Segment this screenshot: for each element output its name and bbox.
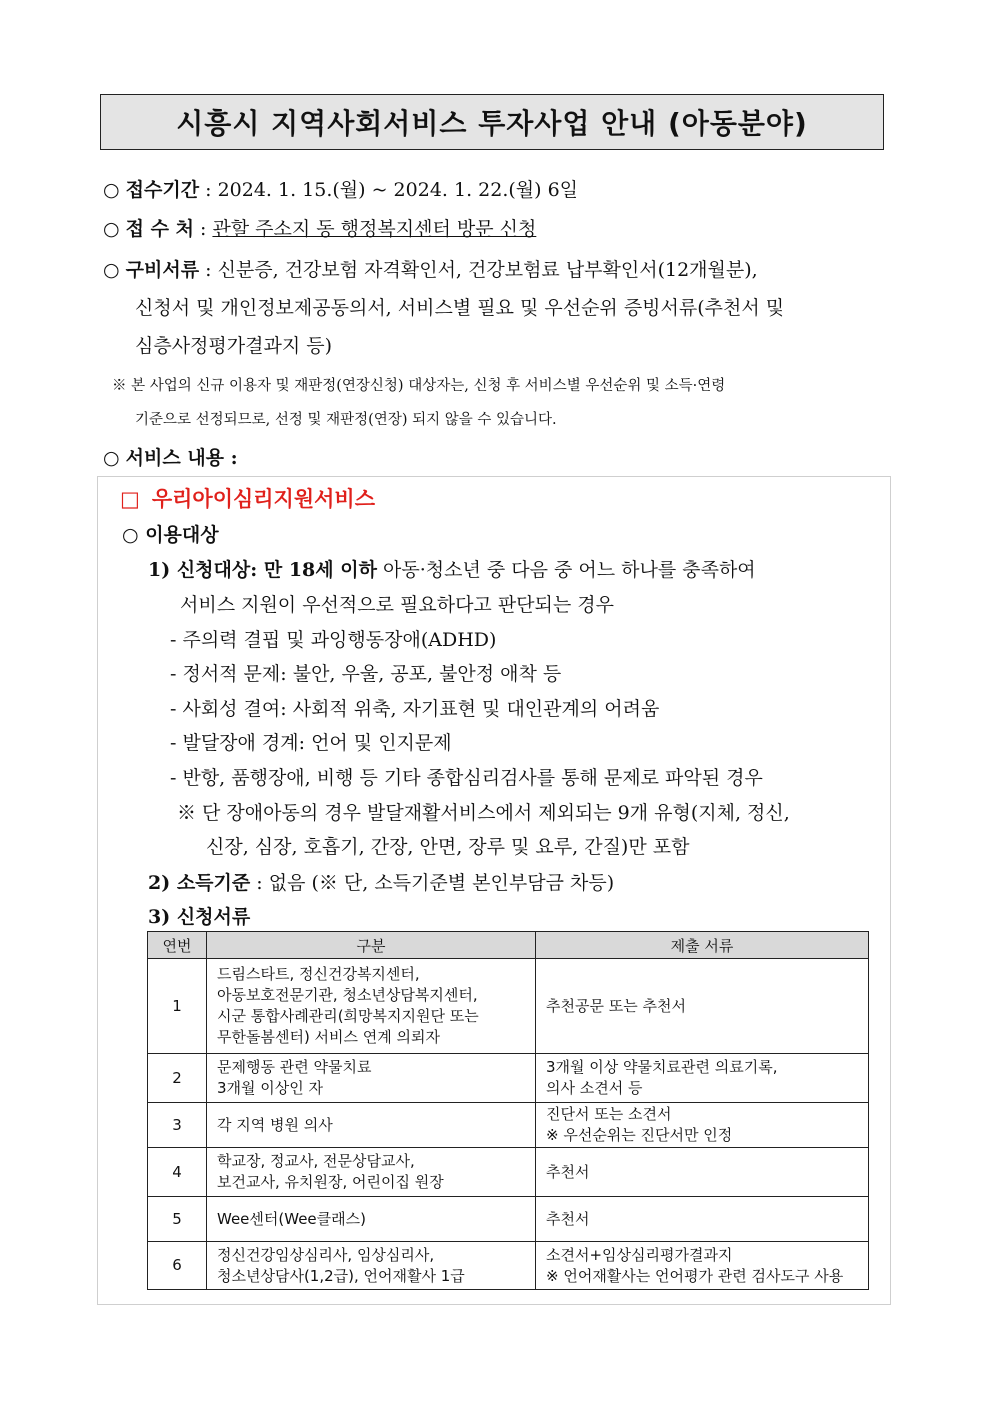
service-title: [120, 483, 375, 513]
table-row: [148, 1242, 869, 1290]
info-label: 접수기간: [125, 179, 200, 201]
separator: :: [205, 179, 212, 201]
cell-line: 드림스타트, 정신건강복지센터,: [217, 965, 420, 983]
row-docs: [536, 959, 869, 1054]
row-category: [207, 1197, 536, 1242]
info-label: 접 수 처: [125, 218, 194, 240]
notice-line: 기준으로 선정되므로, 선정 및 재판정(연장) 되지 않을 수 있습니다.: [135, 412, 557, 428]
income-criteria: [148, 868, 614, 895]
criteria-prefix: 1) 신청대상: 만 18세 이하: [148, 559, 377, 581]
table-row: [148, 1054, 869, 1103]
table-row: [148, 1103, 869, 1148]
table-row: [148, 1148, 869, 1197]
row-docs: [536, 1197, 869, 1242]
condition-item: - 주의력 결핍 및 과잉행동장애(ADHD): [170, 629, 497, 651]
condition-item: - 발달장애 경계: 언어 및 인지문제: [170, 732, 452, 754]
table-row: [148, 1197, 869, 1242]
separator: :: [199, 218, 207, 240]
cell-line: 3개월 이상인 자: [217, 1079, 324, 1097]
info-reception-place: [103, 214, 536, 241]
docs-continued-line: 신청서 및 개인정보제공동의서, 서비스별 필요 및 우선순위 증빙서류(추천서 및: [135, 297, 785, 319]
row-docs: [536, 1054, 869, 1103]
cell-line: 청소년상담사(1,2급), 언어재활사 1급: [217, 1266, 465, 1285]
row-docs: [536, 1242, 869, 1290]
notice-line: ※ 본 사업의 신규 이용자 및 재판정(연장신청) 대상자는, 신청 후 서비스별 우선순위 및 소득·연령: [112, 378, 726, 394]
row-category: [207, 1103, 536, 1148]
row-no: 1: [148, 959, 207, 1054]
cell-line: 3개월 이상 약물치료관련 의료기록,: [546, 1058, 778, 1076]
cell-line: 문제행동 관련 약물치료: [217, 1058, 372, 1076]
application-docs-heading: 3) 신청서류: [148, 906, 251, 928]
header-category: 구분: [207, 932, 536, 959]
info-reception-period: [103, 175, 578, 202]
service-heading-label: 서비스 내용 :: [125, 447, 238, 469]
service-content-heading: [103, 443, 238, 470]
target-criteria-cont: 서비스 지원이 우선적으로 필요하다고 판단되는 경우: [180, 594, 614, 616]
income-label: 2) 소득기준: [148, 872, 251, 894]
cell-line: 추천서: [546, 1162, 590, 1181]
criteria-text: 아동·청소년 중 다음 중 어느 하나를 충족하여: [376, 559, 756, 581]
cell-line: ※ 언어재활사는 언어평가 관련 검사도구 사용: [546, 1266, 844, 1285]
table-header-row: [148, 932, 869, 959]
row-category: [207, 959, 536, 1054]
circle-bullet: ○: [103, 259, 120, 281]
row-category: [207, 1054, 536, 1103]
cell-line: Wee센터(Wee클래스): [217, 1209, 366, 1228]
condition-item: - 정서적 문제: 불안, 우울, 공포, 불안정 애착 등: [170, 663, 562, 685]
row-no: 4: [148, 1148, 207, 1197]
condition-item: - 사회성 결여: 사회적 위축, 자기표현 및 대인관계의 어려움: [170, 698, 660, 720]
square-bullet-icon: □: [120, 487, 140, 511]
cell-line: 진단서 또는 소견서: [546, 1105, 672, 1123]
page-title: 시흥시 지역사회서비스 투자사업 안내 (아동분야): [100, 94, 884, 150]
cell-line: 의사 소견서 등: [546, 1079, 643, 1097]
cell-line: 각 지역 병원 의사: [217, 1115, 333, 1134]
table-row: [148, 959, 869, 1054]
row-docs: [536, 1103, 869, 1148]
circle-bullet: ○: [103, 179, 120, 201]
application-docs-table: [147, 931, 869, 1290]
row-no: 2: [148, 1054, 207, 1103]
docs-continued-line: 심층사정평가결과지 등): [135, 335, 332, 357]
cell-line: 아동보호전문기관, 청소년상담복지센터,: [217, 986, 478, 1004]
info-value: 신분증, 건강보험 자격확인서, 건강보험료 납부확인서(12개월분),: [217, 259, 758, 281]
cell-line: 학교장, 정교사, 전문상담교사,: [217, 1152, 415, 1170]
cell-line: 무한돌봄센터) 서비스 연계 의뢰자: [217, 1028, 441, 1046]
exception-note: ※ 단 장애아동의 경우 발달재활서비스에서 제외되는 9개 유형(지체, 정신,: [177, 802, 790, 824]
target-criteria-line: [148, 555, 756, 582]
separator: :: [205, 259, 212, 281]
row-docs: [536, 1148, 869, 1197]
exception-note-cont: 신장, 심장, 호흡기, 간장, 안면, 장루 및 요루, 간질)만 포함: [206, 836, 690, 858]
target-heading: ○ 이용대상: [122, 524, 219, 546]
info-value: 관할 주소지 동 행정복지센터 방문 신청: [212, 218, 537, 240]
cell-line: 보건교사, 유치원장, 어린이집 원장: [217, 1173, 444, 1191]
row-category: [207, 1148, 536, 1197]
info-required-docs: [103, 255, 758, 282]
row-no: 6: [148, 1242, 207, 1290]
cell-line: 정신건강임상심리사, 임상심리사,: [217, 1245, 435, 1264]
income-text: : 없음 (※ 단, 소득기준별 본인부담금 차등): [250, 872, 615, 894]
circle-bullet: ○: [103, 447, 120, 469]
cell-line: 시군 통합사례관리(희망복지지원단 또는: [217, 1007, 479, 1025]
service-name: 우리아이심리지원서비스: [151, 487, 375, 511]
cell-line: 소견서+임상심리평가결과지: [546, 1245, 733, 1264]
row-category: [207, 1242, 536, 1290]
row-no: 3: [148, 1103, 207, 1148]
cell-line: 추천공문 또는 추천서: [546, 996, 686, 1015]
info-value: 2024. 1. 15.(월) ~ 2024. 1. 22.(월) 6일: [217, 179, 579, 201]
circle-bullet: ○: [103, 218, 120, 240]
condition-item: - 반항, 품행장애, 비행 등 기타 종합심리검사를 통해 문제로 파악된 경우: [170, 767, 763, 789]
row-no: 5: [148, 1197, 207, 1242]
info-label: 구비서류: [125, 259, 200, 281]
cell-line: ※ 우선순위는 진단서만 인정: [546, 1126, 733, 1144]
header-docs: 제출 서류: [536, 932, 869, 959]
cell-line: 추천서: [546, 1209, 590, 1228]
header-no: 연번: [148, 932, 207, 959]
